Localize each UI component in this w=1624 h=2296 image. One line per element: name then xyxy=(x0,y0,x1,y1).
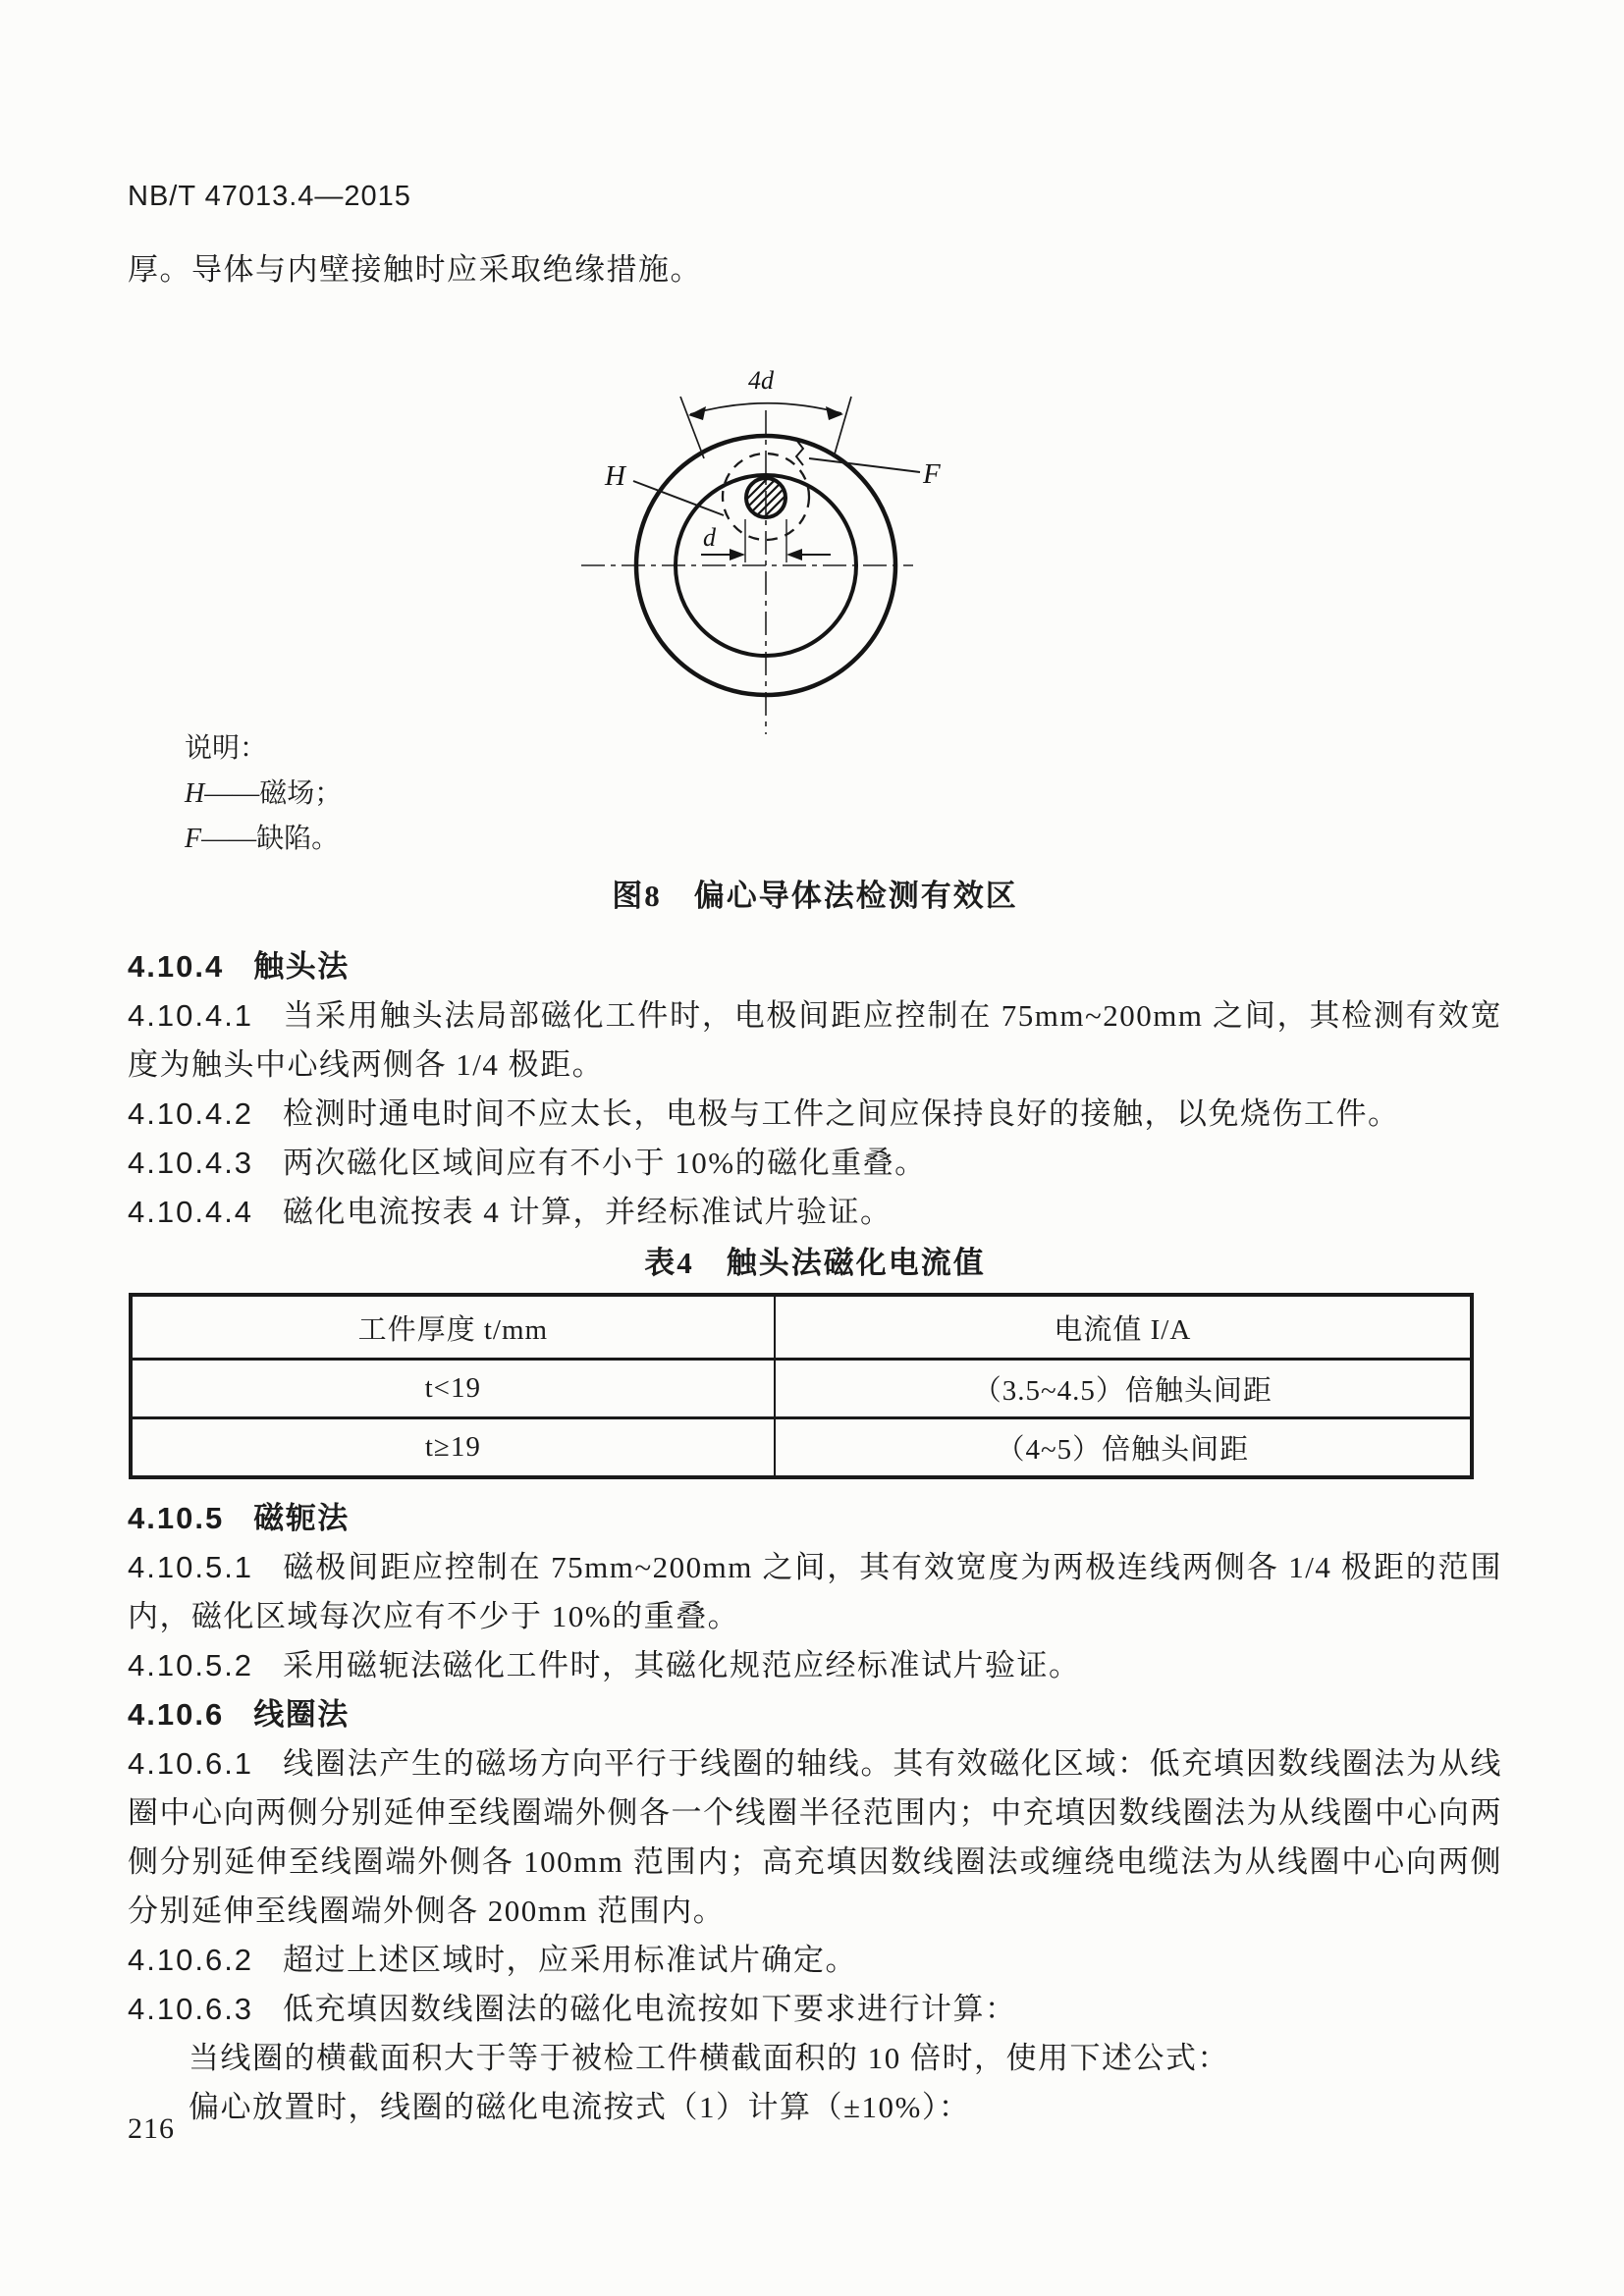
paragraph-intro: 厚。导体与内壁接触时应采取绝缘措施。 xyxy=(128,252,702,287)
clause-number: 4.10.5.2 xyxy=(128,1648,254,1682)
legend-title: 说明： xyxy=(185,733,268,764)
clause-number: 4.10.6.1 xyxy=(128,1746,254,1781)
clause-4-10-6-2 xyxy=(128,1936,1502,1985)
legend-item-h xyxy=(185,772,1502,817)
label-d: d xyxy=(703,523,716,552)
table-row xyxy=(132,1418,1472,1477)
table-header-row xyxy=(132,1296,1472,1360)
cell-thickness: t<19 xyxy=(132,1360,775,1418)
legend-symbol-h: H xyxy=(185,778,205,809)
dim-extension-left xyxy=(680,397,704,458)
clause-4-10-6-3 xyxy=(128,1985,1502,2034)
clause-number: 4.10.6.2 xyxy=(128,1943,254,1977)
heading-4-10-5 xyxy=(128,1494,1502,1543)
column-header-thickness: 工件厚度 t/mm xyxy=(132,1296,775,1360)
clause-text: 超过上述区域时，应采用标准试片确定。 xyxy=(283,1943,858,1977)
page-number: 216 xyxy=(128,2112,175,2145)
figure-caption: 图8 偏心导体法检测有效区 xyxy=(612,879,1018,913)
table-4-title: 表4 触头法磁化电流值 xyxy=(644,1246,986,1280)
clause-4-10-5-2 xyxy=(128,1641,1502,1690)
heading-4-10-6 xyxy=(128,1690,1502,1739)
figure-legend xyxy=(185,726,1502,862)
leader-F xyxy=(809,458,920,472)
d-arrowhead-left xyxy=(730,549,745,561)
clause-text: 当采用触头法局部磁化工件时，电极间距应控制在 75mm~200mm 之间，其检测有效宽度为触头中心线两侧各 1/4 极距。 xyxy=(128,998,1502,1082)
heading-title: 线圈法 xyxy=(253,1697,350,1732)
clause-number: 4.10.4.2 xyxy=(128,1096,254,1131)
clause-text: 磁化电流按表 4 计算，并经标准试片验证。 xyxy=(283,1195,893,1229)
clause-text: 两次磁化区域间应有不小于 10%的磁化重叠。 xyxy=(283,1146,927,1180)
clause-4-10-4-3 xyxy=(128,1139,1502,1188)
table-row xyxy=(132,1360,1472,1418)
label-F: F xyxy=(923,458,941,490)
heading-title: 磁轭法 xyxy=(253,1501,350,1535)
clause-text: 磁极间距应控制在 75mm~200mm 之间，其有效宽度为两极连线两侧各 1/4 极距的范围内，磁化区域每次应有不少于 10%的重叠。 xyxy=(128,1550,1502,1633)
clause-number: 4.10.4.1 xyxy=(128,998,254,1033)
legend-text-f: ——缺陷。 xyxy=(201,824,340,854)
heading-number: 4.10.5 xyxy=(128,1501,225,1535)
dim-extension-right xyxy=(834,397,851,457)
cell-thickness: t≥19 xyxy=(132,1418,775,1477)
label-H: H xyxy=(605,460,625,492)
legend-item-f xyxy=(185,817,1502,862)
clause-4-10-5-1 xyxy=(128,1543,1502,1641)
document-header: NB/T 47013.4—2015 xyxy=(128,181,411,212)
d-arrowhead-right xyxy=(786,549,802,561)
clause-4-10-4-4 xyxy=(128,1188,1502,1237)
defect-mark xyxy=(796,440,803,465)
heading-title: 触头法 xyxy=(253,949,350,984)
heading-number: 4.10.4 xyxy=(128,949,225,984)
clause-number: 4.10.4.3 xyxy=(128,1146,254,1180)
clause-text: 检测时通电时间不应太长，电极与工件之间应保持良好的接触，以免烧伤工件。 xyxy=(283,1096,1400,1131)
clause-number: 4.10.6.3 xyxy=(128,1992,254,2026)
clause-text: 线圈法产生的磁场方向平行于线圈的轴线。其有效磁化区域：低充填因数线圈法为从线圈中心向两侧分别延伸至线圈端外侧各一个线圈半径范围内；中充填因数线圈法为从线圈中心向两侧分别延伸至线圈端外侧各 100mm 范围内；高充填因数线圈法或缠绕电缆法为从线圈中心向两侧分别延伸至线圈端外侧各 200mm 范围内。 xyxy=(128,1746,1502,1928)
cell-current: （4~5）倍触头间距 xyxy=(775,1418,1472,1477)
arrowhead-right xyxy=(826,406,843,420)
clause-text: 采用磁轭法磁化工件时，其磁化规范应经标准试片验证。 xyxy=(283,1648,1081,1682)
legend-symbol-f: F xyxy=(185,824,202,854)
clause-4-10-4-1 xyxy=(128,991,1502,1090)
eccentric-conductor-diagram xyxy=(491,359,1041,744)
heading-number: 4.10.6 xyxy=(128,1697,225,1732)
table-4 xyxy=(130,1294,1473,1478)
legend-text-h: ——磁场； xyxy=(204,778,343,809)
paragraph-eccentric-placement: 偏心放置时，线圈的磁化电流按式（1）计算（±10%）： xyxy=(189,2090,971,2124)
label-4d: 4d xyxy=(748,366,774,395)
clause-4-10-6-1 xyxy=(128,1739,1502,1936)
column-header-current: 电流值 I/A xyxy=(775,1296,1472,1360)
clause-text: 低充填因数线圈法的磁化电流按如下要求进行计算： xyxy=(283,1992,1017,2026)
paragraph-formula-condition: 当线圈的横截面积大于等于被检工件横截面积的 10 倍时，使用下述公式： xyxy=(189,2041,1229,2075)
figure-8-diagram xyxy=(491,359,1041,744)
clause-number: 4.10.5.1 xyxy=(128,1550,254,1584)
clause-number: 4.10.4.4 xyxy=(128,1195,254,1229)
cell-current: （3.5~4.5）倍触头间距 xyxy=(775,1360,1472,1418)
heading-4-10-4 xyxy=(128,942,1502,991)
clause-4-10-4-2 xyxy=(128,1090,1502,1139)
